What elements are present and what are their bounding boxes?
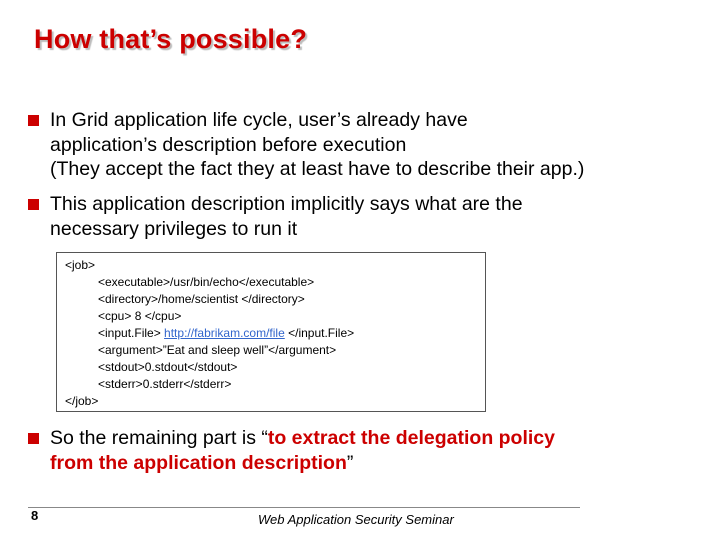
code-executable: <executable>/usr/bin/echo</executable>: [98, 275, 315, 289]
code-directory: <directory>/home/scientist </directory>: [98, 292, 305, 306]
bullet-1-line-2: application’s description before execution: [50, 133, 407, 156]
conclusion-highlight-1: to extract the delegation policy: [267, 427, 555, 449]
bullet-1-line-3: (They accept the fact they at least have to describe their app.): [50, 158, 585, 180]
conclusion-prefix: So the remaining part is “: [50, 427, 268, 449]
code-input-close: </input.File>: [284, 326, 355, 340]
code-cpu: <cpu> 8 </cpu>: [98, 309, 182, 323]
slide-title: How that’s possible?: [34, 24, 308, 54]
bullet-2-line-1: This application description implicitly says what are the: [50, 193, 523, 215]
conclusion-line-1: [50, 426, 555, 451]
job-description-code: [56, 252, 486, 412]
footer-seminar-title: Web Application Security Seminar: [258, 512, 454, 527]
code-stderr: <stderr>0.stderr</stderr>: [98, 377, 232, 391]
code-input-file: [98, 325, 354, 342]
bullet-2-line-2: necessary privileges to run it: [50, 217, 298, 240]
bullet-1-line-1: In Grid application life cycle, user’s already have: [50, 109, 468, 131]
conclusion-suffix: ”: [346, 451, 354, 474]
code-input-open: <input.File>: [98, 326, 165, 340]
page-number: 8: [31, 508, 39, 523]
conclusion-line-2: [50, 451, 555, 476]
conclusion-highlight-2: from the application description: [50, 451, 347, 474]
code-argument: <argument>”Eat and sleep well”</argument>: [98, 343, 337, 357]
file-link[interactable]: http://fabrikam.com/file: [164, 326, 285, 340]
code-job-open: <job>: [65, 258, 96, 272]
square-bullet-icon: [28, 433, 39, 444]
code-job-close: </job>: [65, 394, 99, 408]
footer-divider-right: [250, 507, 580, 508]
code-stdout: <stdout>0.stdout</stdout>: [98, 360, 238, 374]
square-bullet-icon: [28, 115, 39, 126]
square-bullet-icon: [28, 199, 39, 210]
